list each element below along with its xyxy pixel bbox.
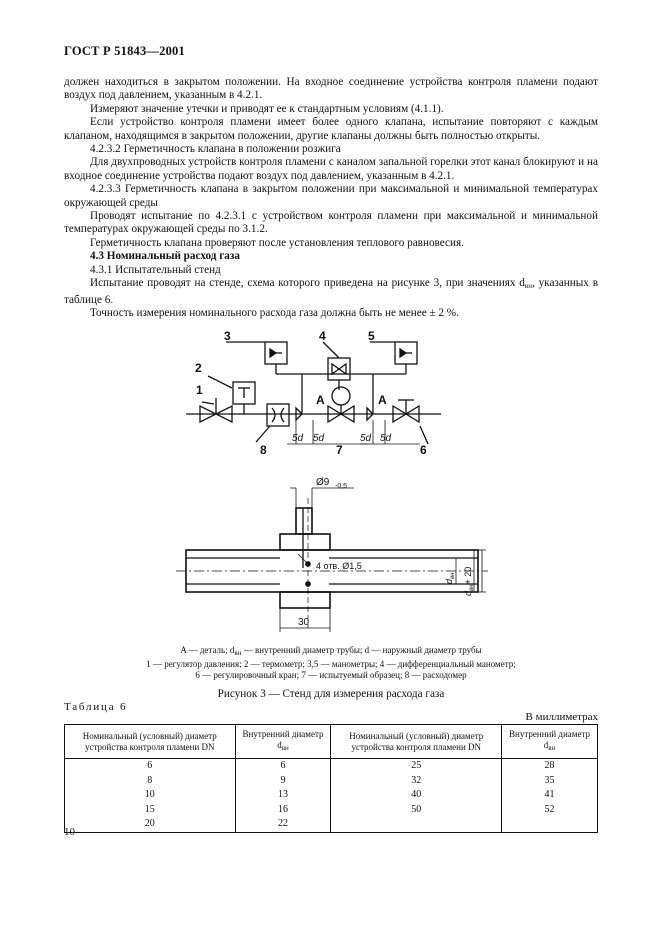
table-cell: 50 [331,803,502,818]
table-cell [502,817,598,832]
label-2: 2 [195,361,202,375]
legend-text: A — деталь; d [180,645,235,655]
label-4: 4 [319,329,326,343]
body-text [64,76,598,320]
paragraph-text: Испытание проводят на стенде, схема которого приведена на рисунке 3, при значениях d [90,277,525,290]
dim-top: Ø9 [316,477,330,488]
test-specimen-icon [328,387,354,422]
leader-line [208,376,232,388]
table-cell [331,817,502,832]
figure-title: Рисунок 3 — Стенд для измерения расхода газа [217,688,445,700]
section-heading: 4.3 Номинальный расход газа [90,250,240,263]
paragraph-text: , указанных в таблице 6. [64,277,598,306]
legend-line: 1 — регулятор давления; 2 — термометр; 3,5 — манометры; 4 — дифференциальный манометр; [146,659,516,670]
label-1: 1 [196,383,203,397]
legend-text: — внутренний диаметр трубы; d — наружный диаметр трубы [241,645,482,655]
figure-3 [120,328,560,649]
table-row [65,759,598,774]
stand-diagram [120,328,560,644]
regulating-valve-icon [393,400,428,444]
manometer-icon [226,342,287,374]
table-cell: 6 [235,759,331,774]
header-inner-diameter: Внутренний диаметр $d_{вн}$ [235,725,331,759]
label-5: 5 [368,329,375,343]
subscript: вн [524,282,532,291]
label-5d: 5d [360,433,372,444]
dim-outer-diameter: $d_{вн}+ 20$ [463,566,475,596]
table-cell: 10 [65,788,236,803]
table-cell: 35 [502,774,598,789]
table-row [65,803,598,818]
table-cell: 15 [65,803,236,818]
table-cell: 20 [65,817,236,832]
section-heading: 4.2.3.2 Герметичность клапана в положении розжига [90,143,341,156]
paragraph: должен находиться в закрытом положении. На входное соединение устройства контроля пламени подают воздух под давлением, указанным в 4.2.1. [64,76,598,102]
label-8: 8 [260,443,267,457]
table-row [65,774,598,789]
label-5d: 5d [292,433,304,444]
label-5d: 5d [380,433,392,444]
table-cell: 41 [502,788,598,803]
dim-top-tol: -0,5 [335,483,348,490]
label-5d: 5d [313,433,325,444]
header-dn: Номинальный (условный) диаметр устройства контроля пламени DN [331,725,502,759]
table-units: В миллиметрах [525,711,598,723]
subscript: вн [234,649,242,657]
section-heading: 4.2.3.3 Герметичность клапана в закрытом положении при максимальной и минимальной температурах окружающей среды [64,183,598,209]
table-cell: 40 [331,788,502,803]
leader-line [202,402,214,404]
header-inner-diameter: Внутренний диаметр $d_{вн}$ [502,725,598,759]
figure-legend [64,645,598,682]
table-cell: 9 [235,774,331,789]
header-dn: Номинальный (условный) диаметр устройства контроля пламени DN [65,725,236,759]
table-label: Таблица 6 [64,701,128,713]
legend-line [64,645,598,659]
label-a: A [316,393,325,407]
page-number: 10 [64,826,75,838]
table-6 [64,724,598,833]
table-cell: 25 [331,759,502,774]
paragraph: Измеряют значение утечки и приводят ее к стандартным условиям (4.1.1). [90,102,444,115]
table-cell: 28 [502,759,598,774]
label-a: A [378,393,387,407]
manometer-icon [370,342,417,364]
table-cell: 32 [331,774,502,789]
paragraph: Если устройство контроля пламени имеет более одного клапана, испытание повторяют с каждым клапаном, находящимся в закрытом положении, другие клапаны должны быть полностью открыты. [64,116,598,142]
legend-line: 6 — регулировочный кран; 7 — испытуемый образец; 8 — расходомер [195,670,467,681]
table-cell: 6 [65,759,236,774]
dim-bottom: 30 [298,617,310,628]
paragraph [64,277,598,307]
table-cell: 13 [235,788,331,803]
label-7: 7 [336,443,343,457]
pressure-regulator-icon [200,398,232,422]
table-row [65,817,598,832]
dim-inner-diameter: $d_{вн}$ [444,572,456,584]
document-header: ГОСТ Р 51843—2001 [64,44,185,58]
table-cell: 22 [235,817,331,832]
table-cell: 52 [502,803,598,818]
section-heading: 4.3.1 Испытательный стенд [90,263,221,276]
label-6: 6 [420,443,427,457]
table-row [65,788,598,803]
thermometer-icon [233,382,255,414]
flowmeter-icon [256,404,289,442]
paragraph: Герметичность клапана проверяют после установления теплового равновесия. [90,236,464,249]
detail-a-drawing [176,488,488,632]
paragraph: Проводят испытание по 4.2.3.1 с устройством контроля пламени при максимальной и минимальной температурах окружающей среды по 3.1.2. [64,210,598,236]
paragraph: Для двухпроводных устройств контроля пламени с каналом запальной горелки этот канал блокируют и на входное соединение устройства подают воздух под давлением, указанным в 4.2.1. [64,156,598,182]
table-cell: 8 [65,774,236,789]
table-cell: 16 [235,803,331,818]
holes-label: 4 отв. Ø1,5 [316,561,362,571]
label-3: 3 [224,329,231,343]
table-header-row [65,725,598,759]
paragraph: Точность измерения номинального расхода газа должна быть не менее ± 2 %. [90,306,459,319]
